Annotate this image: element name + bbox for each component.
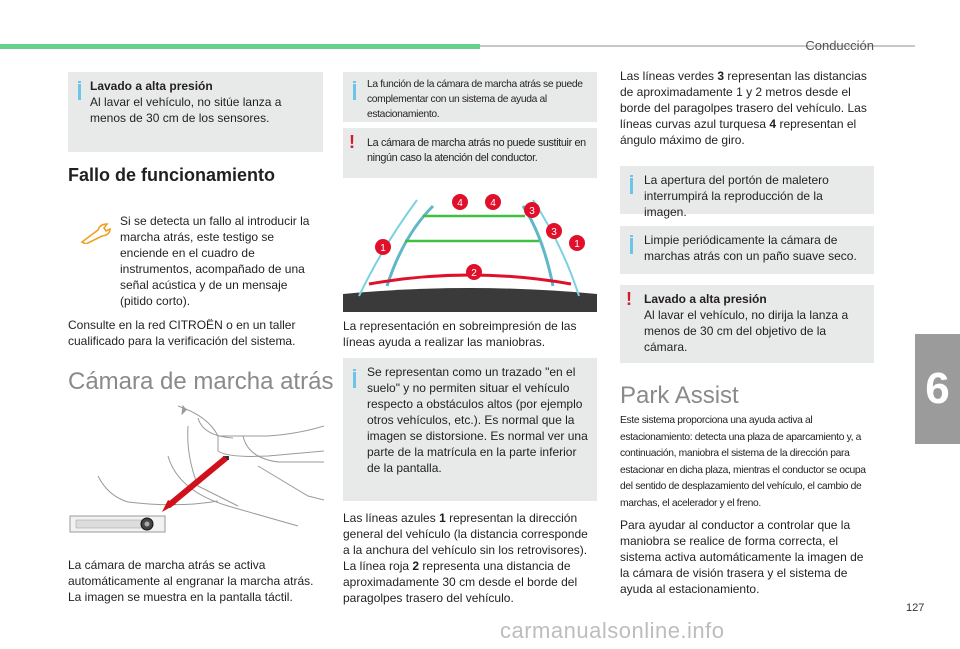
info-box-high-pressure <box>68 72 323 152</box>
callout-2 <box>466 264 482 280</box>
info-clean-text: Limpie periódicamente la cámara de marchas atrás con un paño suave seco. <box>644 233 857 263</box>
warning-attention-text: La cámara de marcha atrás no puede sustituir en ningún caso la atención del conductor. <box>367 137 586 164</box>
info-icon <box>630 238 633 254</box>
info-body: Al lavar el vehículo, no sitúe lanza a menos de 30 cm de los sensores. <box>90 95 282 125</box>
warning-box-high-pressure <box>620 285 874 363</box>
header-bar-green <box>0 44 480 49</box>
car-rear-camera-illustration <box>68 396 324 546</box>
chapter-tab: 6 <box>915 334 960 444</box>
watermark: carmanualsonline.info <box>500 618 725 643</box>
info-box-ground-trace <box>343 358 597 501</box>
warning-icon: ! <box>626 289 632 309</box>
heading-park-assist: Park Assist <box>620 382 739 409</box>
svg-text:4: 4 <box>457 198 463 209</box>
svg-text:3: 3 <box>529 206 535 217</box>
warning-icon: ! <box>349 132 355 152</box>
help-text: Para ayudar al conductor a controlar que la maniobra se realice de forma correcta, el sistema activa automáticamente la imagen de la cámara de visión trasera y el sistema de ayuda al estacionamiento. <box>620 518 864 596</box>
info-icon <box>630 178 633 194</box>
svg-text:4: 4 <box>490 198 496 209</box>
callout-1-left <box>375 239 391 255</box>
park-assist-text: Este sistema proporciona una ayuda activa al estacionamiento: detecta una plaza de aparcamiento y, a continuación, maniobra el sistema de la dirección para estacionar en dicha plaza, mientras el conductor se ocupa del sentido de desplazamiento del vehículo, el cambio de marchas, el acelerador y el freno. <box>620 415 866 509</box>
callout-3-top <box>524 202 540 218</box>
page-number: 127 <box>906 602 925 614</box>
heading-camera: Cámara de marcha atrás <box>68 368 334 395</box>
svg-text:1: 1 <box>380 243 386 254</box>
info-park-aid-text: La función de la cámara de marcha atrás se puede complementar con un sistema de ayuda al estacionamiento. <box>367 79 583 120</box>
callout-4-right <box>485 194 501 210</box>
fault-text: Si se detecta un fallo al introducir la marcha atrás, este testigo se enciende en el cuadro de instrumentos, acompañado de una señal acústica y de un mensaje (pitido corto). <box>120 214 310 308</box>
info-box-park-aid <box>343 72 597 122</box>
heading-fault: Fallo de funcionamiento <box>68 165 276 185</box>
consult-text: Consulte en la red CITROËN o en un taller cualificado para la verificación del sistema. <box>68 318 296 348</box>
info-tailgate-text: La apertura del portón de maletero interrumpirá la reproducción de la imagen. <box>644 173 829 219</box>
info-icon <box>78 84 81 100</box>
info-icon <box>353 372 356 388</box>
green-lines-text: Las líneas verdes 3 representan las distancias de aproximadamente 1 y 2 metros desde el borde del paragolpes trasero del vehículo. Las líneas curvas azul turquesa 4 representan el ángulo máximo de giro. <box>620 69 867 147</box>
info-icon <box>353 84 356 100</box>
warning-title: Lavado a alta presión <box>644 292 767 306</box>
svg-text:2: 2 <box>471 268 477 279</box>
info-ground-trace-text: Se representan como un trazado "en el suelo" y no permiten situar el vehículo respecto a obstáculos altos (por ejemplo otros vehículos, etc.). Es normal que la imagen se distorsione. Es normal ver una parte de la matrícula en la parte inferior de la pantalla. <box>367 365 588 475</box>
info-box-tailgate <box>620 166 874 219</box>
camera-overlay-diagram <box>343 186 597 312</box>
wrench-warning-icon <box>80 222 114 244</box>
section-title: Conducción <box>805 38 874 53</box>
svg-text:3: 3 <box>551 227 557 238</box>
callout-1-right <box>569 235 585 251</box>
camera-text: La cámara de marcha atrás se activa automáticamente al engranar la marcha atrás. La imagen se muestra en la pantalla táctil. <box>68 558 314 604</box>
callout-3-mid <box>546 223 562 239</box>
info-box-clean <box>620 226 874 274</box>
overlay-text: La representación en sobreimpresión de las líneas ayuda a realizar las maniobras. <box>343 319 577 349</box>
svg-text:1: 1 <box>574 239 580 250</box>
warning-body: Al lavar el vehículo, no dirija la lanza a menos de 30 cm del objetivo de la cámara. <box>644 308 849 354</box>
callout-4-left <box>452 194 468 210</box>
info-title: Lavado a alta presión <box>90 79 213 93</box>
blue-lines-text: Las líneas azules 1 representan la dirección general del vehículo (la distancia corresponde a la anchura del vehículo sin los retrovisores). La línea roja 2 representa una distancia de aproximadamente 30 cm desde el borde del paragolpes trasero del vehículo. <box>343 511 588 605</box>
warning-box-attention <box>343 128 597 178</box>
